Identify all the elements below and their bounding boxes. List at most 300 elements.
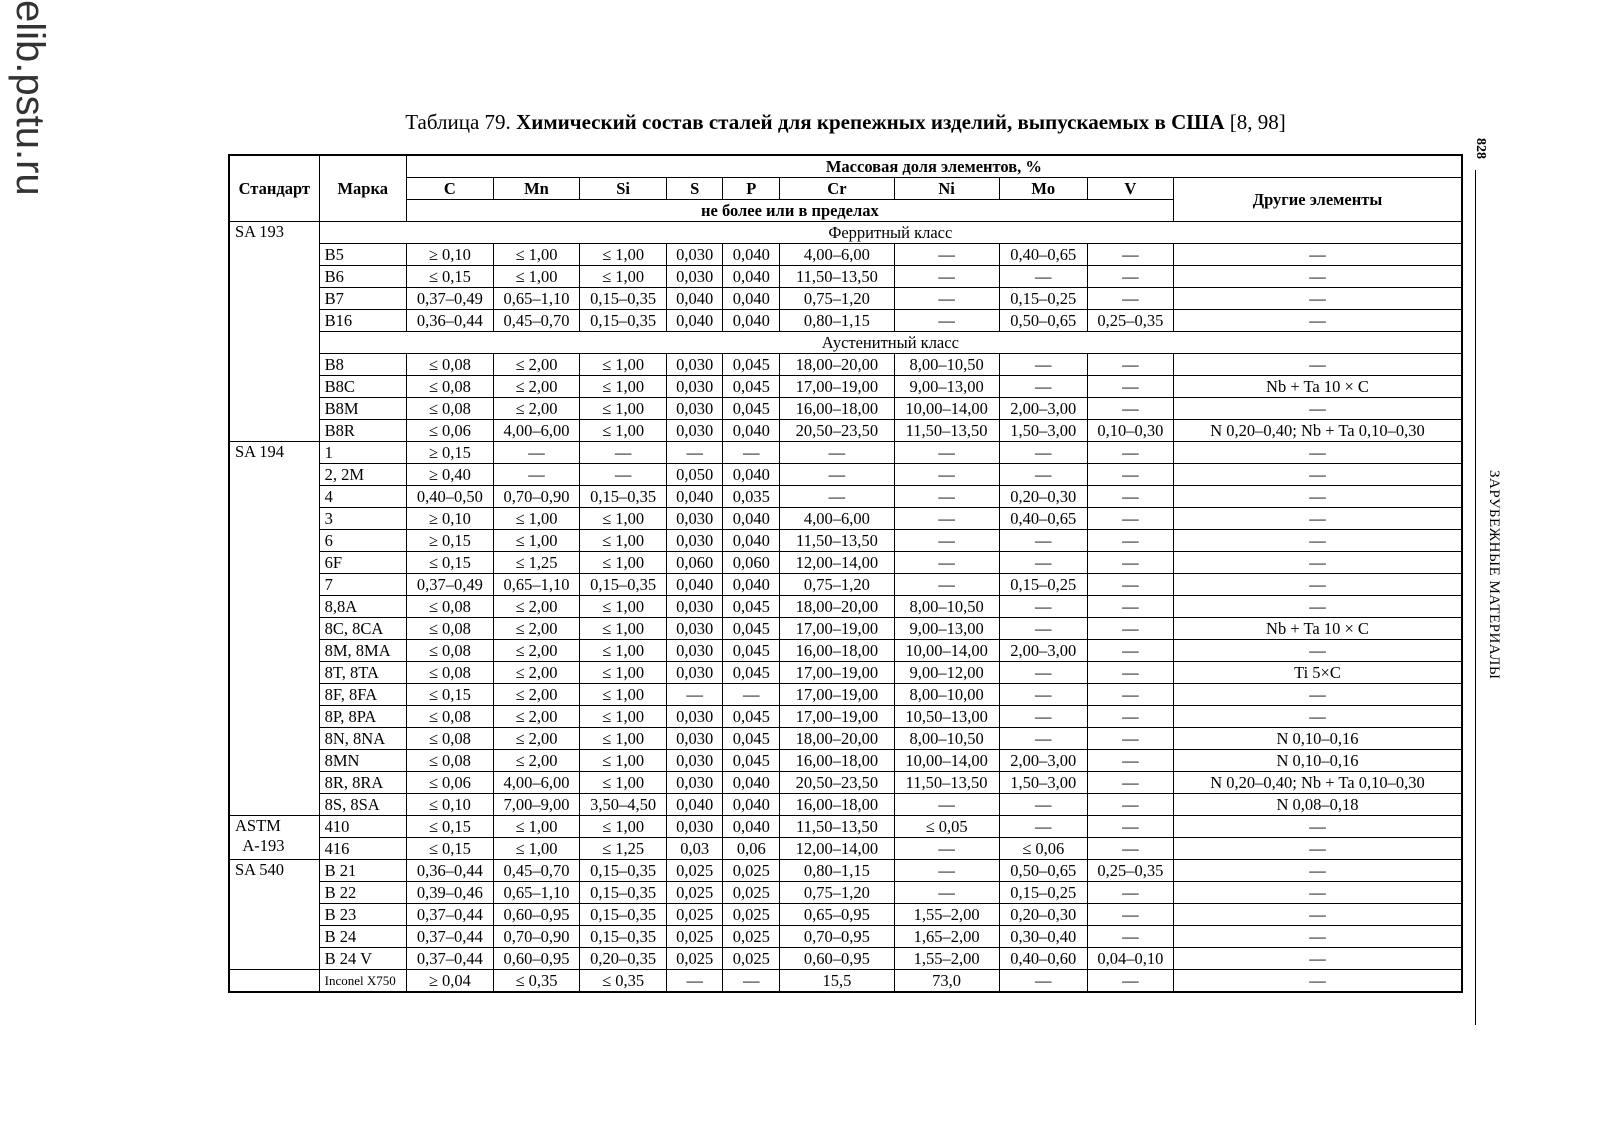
table-row — [229, 882, 1462, 904]
element-cell: 12,00–14,00 — [780, 552, 894, 574]
element-cell: — — [493, 442, 579, 464]
element-cell: — — [1087, 816, 1173, 838]
element-cell: 17,00–19,00 — [780, 684, 894, 706]
element-cell: 0,030 — [667, 376, 723, 398]
element-cell: 0,36–0,44 — [406, 860, 493, 882]
table-row — [229, 816, 1462, 838]
class-label: Ферритный класс — [319, 222, 1462, 244]
element-cell: 4,00–6,00 — [493, 772, 579, 794]
element-cell: ≤ 1,00 — [580, 772, 667, 794]
element-cell: ≤ 2,00 — [493, 618, 579, 640]
element-cell: 0,20–0,30 — [999, 904, 1087, 926]
element-cell: ≤ 1,00 — [493, 530, 579, 552]
grade-cell: 3 — [319, 508, 406, 530]
header-mass-fraction: Массовая доля элементов, % — [406, 155, 1462, 178]
element-cell: — — [1087, 398, 1173, 420]
other-elements-cell: N 0,20–0,40; Nb + Ta 0,10–0,30 — [1173, 772, 1462, 794]
element-cell: 0,15–0,35 — [580, 288, 667, 310]
element-cell: ≥ 0,15 — [406, 530, 493, 552]
element-cell: 15,5 — [780, 970, 894, 993]
other-elements-cell: — — [1173, 574, 1462, 596]
element-cell: 0,30–0,40 — [999, 926, 1087, 948]
element-cell: — — [1087, 926, 1173, 948]
element-cell: 0,80–1,15 — [780, 860, 894, 882]
element-cell: 0,025 — [723, 860, 780, 882]
element-cell: 16,00–18,00 — [780, 794, 894, 816]
other-elements-cell: — — [1173, 860, 1462, 882]
element-cell: — — [999, 442, 1087, 464]
element-cell: 0,040 — [723, 244, 780, 266]
element-cell: 1,65–2,00 — [894, 926, 999, 948]
element-cell: 0,050 — [667, 464, 723, 486]
header-other-elements: Другие элементы — [1173, 178, 1462, 222]
element-cell: — — [1087, 640, 1173, 662]
element-cell: 8,00–10,00 — [894, 684, 999, 706]
page-number-text: 828 — [1473, 138, 1488, 159]
other-elements-cell: — — [1173, 816, 1462, 838]
element-cell: 0,040 — [723, 772, 780, 794]
element-cell: ≤ 0,15 — [406, 552, 493, 574]
element-cell: 0,50–0,65 — [999, 860, 1087, 882]
element-cell: ≤ 1,00 — [493, 266, 579, 288]
element-cell: 0,25–0,35 — [1087, 310, 1173, 332]
element-cell: 0,025 — [723, 882, 780, 904]
element-cell: 4,00–6,00 — [780, 244, 894, 266]
table-row — [229, 486, 1462, 508]
element-cell: 0,03 — [667, 838, 723, 860]
other-elements-cell: — — [1173, 838, 1462, 860]
element-cell: ≤ 0,06 — [406, 772, 493, 794]
element-cell: 0,15–0,35 — [580, 926, 667, 948]
grade-cell: B 21 — [319, 860, 406, 882]
element-cell: 0,025 — [723, 904, 780, 926]
element-cell: 0,030 — [667, 728, 723, 750]
element-cell: ≤ 1,00 — [580, 662, 667, 684]
element-cell: ≤ 2,00 — [493, 596, 579, 618]
element-cell: 16,00–18,00 — [780, 398, 894, 420]
element-cell: — — [999, 376, 1087, 398]
element-cell: ≤ 0,06 — [406, 420, 493, 442]
element-cell: ≤ 2,00 — [493, 684, 579, 706]
element-cell: — — [667, 684, 723, 706]
element-cell: 0,15–0,35 — [580, 882, 667, 904]
element-cell: — — [894, 266, 999, 288]
element-cell: 0,70–0,90 — [493, 486, 579, 508]
other-elements-cell: — — [1173, 926, 1462, 948]
element-cell: 0,39–0,46 — [406, 882, 493, 904]
element-cell: 0,025 — [667, 926, 723, 948]
element-cell: — — [1087, 772, 1173, 794]
element-cell: 0,040 — [667, 310, 723, 332]
element-cell: 0,040 — [723, 530, 780, 552]
element-cell: 0,030 — [667, 508, 723, 530]
element-cell: ≤ 0,15 — [406, 816, 493, 838]
element-cell: 0,045 — [723, 728, 780, 750]
element-cell: 0,045 — [723, 662, 780, 684]
element-cell: ≤ 1,00 — [493, 244, 579, 266]
element-cell: ≤ 1,25 — [580, 838, 667, 860]
element-cell: ≤ 2,00 — [493, 398, 579, 420]
element-cell: 4,00–6,00 — [493, 420, 579, 442]
element-cell: ≤ 0,05 — [894, 816, 999, 838]
element-cell: 10,00–14,00 — [894, 640, 999, 662]
other-elements-cell: — — [1173, 970, 1462, 993]
class-label: Аустенитный класс — [319, 332, 1462, 354]
element-cell: 0,65–1,10 — [493, 288, 579, 310]
element-cell: 17,00–19,00 — [780, 662, 894, 684]
other-elements-cell: — — [1173, 948, 1462, 970]
other-elements-cell: — — [1173, 486, 1462, 508]
element-cell: 0,030 — [667, 596, 723, 618]
element-cell: 18,00–20,00 — [780, 596, 894, 618]
table-row — [229, 574, 1462, 596]
element-cell: 0,40–0,50 — [406, 486, 493, 508]
element-cell: 0,045 — [723, 640, 780, 662]
header-element: C — [406, 178, 493, 200]
table-row — [229, 288, 1462, 310]
element-cell: 0,040 — [723, 574, 780, 596]
table-row — [229, 310, 1462, 332]
element-cell: ≤ 1,00 — [580, 552, 667, 574]
element-cell: — — [894, 310, 999, 332]
standard-cell: SA 193 — [229, 222, 319, 442]
element-cell: 0,75–1,20 — [780, 288, 894, 310]
other-elements-cell: Ti 5×C — [1173, 662, 1462, 684]
element-cell: — — [999, 266, 1087, 288]
element-cell: — — [999, 794, 1087, 816]
element-cell: 0,15–0,35 — [580, 574, 667, 596]
table-header — [229, 155, 1462, 222]
element-cell: 2,00–3,00 — [999, 640, 1087, 662]
element-cell: — — [1087, 970, 1173, 993]
element-cell: ≤ 1,00 — [580, 244, 667, 266]
table-row — [229, 442, 1462, 464]
grade-cell: B8 — [319, 354, 406, 376]
grade-cell: 8T, 8TA — [319, 662, 406, 684]
element-cell: 0,045 — [723, 376, 780, 398]
element-cell: 1,55–2,00 — [894, 948, 999, 970]
element-cell: ≤ 0,08 — [406, 618, 493, 640]
element-cell: 0,040 — [667, 288, 723, 310]
element-cell: — — [1087, 486, 1173, 508]
element-cell: 0,045 — [723, 706, 780, 728]
element-cell: 10,00–14,00 — [894, 750, 999, 772]
element-cell: 0,030 — [667, 772, 723, 794]
element-cell: ≤ 2,00 — [493, 706, 579, 728]
grade-cell: B6 — [319, 266, 406, 288]
grade-cell: B16 — [319, 310, 406, 332]
standard-cell: SA 540 — [229, 860, 319, 970]
caption-title: Химический состав сталей для крепежных изделий, выпускаемых в США — [516, 110, 1225, 134]
element-cell: ≤ 0,08 — [406, 376, 493, 398]
element-cell: ≤ 1,00 — [580, 530, 667, 552]
other-elements-cell: — — [1173, 684, 1462, 706]
element-cell: 0,045 — [723, 398, 780, 420]
element-cell: — — [894, 794, 999, 816]
element-cell: 4,00–6,00 — [780, 508, 894, 530]
element-cell: 0,040 — [667, 574, 723, 596]
element-cell: ≤ 1,00 — [580, 508, 667, 530]
grade-cell: B8C — [319, 376, 406, 398]
grade-cell: 8F, 8FA — [319, 684, 406, 706]
element-cell: — — [894, 464, 999, 486]
element-cell: 0,035 — [723, 486, 780, 508]
element-cell: 0,65–1,10 — [493, 882, 579, 904]
element-cell: ≤ 0,06 — [999, 838, 1087, 860]
element-cell: — — [1087, 244, 1173, 266]
element-cell: 0,60–0,95 — [780, 948, 894, 970]
element-cell: 0,040 — [723, 816, 780, 838]
element-cell: ≤ 1,00 — [580, 266, 667, 288]
element-cell: ≤ 1,00 — [580, 420, 667, 442]
element-cell: — — [999, 684, 1087, 706]
element-cell: — — [1087, 574, 1173, 596]
element-cell: — — [999, 618, 1087, 640]
element-cell: 1,50–3,00 — [999, 772, 1087, 794]
table-row — [229, 596, 1462, 618]
element-cell: 18,00–20,00 — [780, 354, 894, 376]
header-element: Mn — [493, 178, 579, 200]
element-cell: 0,60–0,95 — [493, 904, 579, 926]
header-element: Ni — [894, 178, 999, 200]
other-elements-cell: — — [1173, 552, 1462, 574]
element-cell: — — [894, 244, 999, 266]
element-cell: — — [1087, 882, 1173, 904]
other-elements-cell: — — [1173, 530, 1462, 552]
table-row — [229, 640, 1462, 662]
element-cell: 0,030 — [667, 420, 723, 442]
element-cell: ≤ 1,25 — [493, 552, 579, 574]
element-cell: — — [894, 442, 999, 464]
other-elements-cell: — — [1173, 244, 1462, 266]
element-cell: — — [1087, 530, 1173, 552]
table-row — [229, 794, 1462, 816]
grade-cell: 4 — [319, 486, 406, 508]
element-cell: ≤ 1,00 — [580, 640, 667, 662]
element-cell: 0,030 — [667, 266, 723, 288]
element-cell: — — [493, 464, 579, 486]
other-elements-cell: — — [1173, 442, 1462, 464]
grade-cell: 6 — [319, 530, 406, 552]
element-cell: — — [1087, 618, 1173, 640]
element-cell: — — [723, 684, 780, 706]
element-cell: — — [580, 442, 667, 464]
grade-cell: 8R, 8RA — [319, 772, 406, 794]
element-cell: 0,70–0,95 — [780, 926, 894, 948]
element-cell: ≤ 1,00 — [493, 508, 579, 530]
element-cell: ≤ 2,00 — [493, 354, 579, 376]
other-elements-cell: N 0,10–0,16 — [1173, 750, 1462, 772]
other-elements-cell: — — [1173, 596, 1462, 618]
element-cell: 8,00–10,50 — [894, 354, 999, 376]
table-row — [229, 860, 1462, 882]
running-title-text: ЗАРУБЕЖНЫЕ МАТЕРИАЛЫ — [1486, 470, 1502, 680]
header-element: Cr — [780, 178, 894, 200]
element-cell: 9,00–13,00 — [894, 618, 999, 640]
table-row — [229, 618, 1462, 640]
element-cell: 0,15–0,25 — [999, 574, 1087, 596]
header-grade: Марка — [319, 155, 406, 222]
element-cell: — — [1087, 662, 1173, 684]
element-cell: 0,040 — [667, 486, 723, 508]
element-cell: — — [894, 860, 999, 882]
element-cell: 0,80–1,15 — [780, 310, 894, 332]
element-cell: 0,060 — [723, 552, 780, 574]
table-row — [229, 662, 1462, 684]
caption-prefix: Таблица 79. — [405, 110, 517, 134]
element-cell: — — [999, 596, 1087, 618]
element-cell: — — [999, 354, 1087, 376]
element-cell: 0,37–0,44 — [406, 904, 493, 926]
class-row — [229, 222, 1462, 244]
element-cell: 0,40–0,65 — [999, 508, 1087, 530]
grade-cell: B 24 — [319, 926, 406, 948]
element-cell: 11,50–13,50 — [780, 530, 894, 552]
table-row — [229, 904, 1462, 926]
element-cell: ≥ 0,10 — [406, 244, 493, 266]
grade-cell: 8P, 8PA — [319, 706, 406, 728]
header-element: Mo — [999, 178, 1087, 200]
other-elements-cell: N 0,08–0,18 — [1173, 794, 1462, 816]
element-cell: 0,15–0,35 — [580, 904, 667, 926]
element-cell: ≤ 1,00 — [580, 706, 667, 728]
other-elements-cell: N 0,20–0,40; Nb + Ta 0,10–0,30 — [1173, 420, 1462, 442]
element-cell: ≤ 1,00 — [580, 618, 667, 640]
element-cell: — — [1087, 442, 1173, 464]
element-cell: 0,37–0,49 — [406, 574, 493, 596]
header-element: V — [1087, 178, 1173, 200]
class-row — [229, 332, 1462, 354]
other-elements-cell: — — [1173, 288, 1462, 310]
element-cell: ≤ 0,08 — [406, 662, 493, 684]
table-row — [229, 948, 1462, 970]
element-cell: — — [999, 530, 1087, 552]
element-cell: 17,00–19,00 — [780, 376, 894, 398]
element-cell: ≤ 0,08 — [406, 596, 493, 618]
element-cell: ≤ 1,00 — [580, 816, 667, 838]
table-row — [229, 750, 1462, 772]
element-cell: — — [1087, 596, 1173, 618]
table-row — [229, 926, 1462, 948]
element-cell: — — [894, 574, 999, 596]
element-cell: 12,00–14,00 — [780, 838, 894, 860]
other-elements-cell: N 0,10–0,16 — [1173, 728, 1462, 750]
element-cell: ≤ 0,35 — [493, 970, 579, 993]
element-cell: 0,025 — [667, 882, 723, 904]
element-cell: ≤ 0,08 — [406, 354, 493, 376]
element-cell: ≤ 0,08 — [406, 640, 493, 662]
element-cell: ≤ 1,00 — [580, 684, 667, 706]
element-cell: 2,00–3,00 — [999, 398, 1087, 420]
element-cell: — — [894, 838, 999, 860]
table-row — [229, 398, 1462, 420]
element-cell: — — [1087, 464, 1173, 486]
element-cell: 0,030 — [667, 640, 723, 662]
element-cell: — — [780, 486, 894, 508]
element-cell: 17,00–19,00 — [780, 618, 894, 640]
element-cell: 7,00–9,00 — [493, 794, 579, 816]
grade-cell: B 24 V — [319, 948, 406, 970]
composition-table — [228, 154, 1463, 993]
element-cell: — — [894, 882, 999, 904]
element-cell: 0,030 — [667, 530, 723, 552]
element-cell: 20,50–23,50 — [780, 772, 894, 794]
element-cell: — — [1087, 750, 1173, 772]
element-cell: ≥ 0,04 — [406, 970, 493, 993]
grade-cell: 2, 2M — [319, 464, 406, 486]
element-cell: 0,030 — [667, 816, 723, 838]
element-cell: — — [1087, 552, 1173, 574]
element-cell: — — [999, 706, 1087, 728]
table-row — [229, 508, 1462, 530]
table-row — [229, 354, 1462, 376]
table-row — [229, 244, 1462, 266]
element-cell: — — [999, 662, 1087, 684]
element-cell: 0,37–0,44 — [406, 926, 493, 948]
table-row — [229, 376, 1462, 398]
element-cell: ≥ 0,10 — [406, 508, 493, 530]
element-cell: 0,40–0,65 — [999, 244, 1087, 266]
element-cell: — — [723, 442, 780, 464]
element-cell: ≤ 1,00 — [580, 354, 667, 376]
standard-cell: SA 194 — [229, 442, 319, 816]
element-cell: — — [667, 442, 723, 464]
table-caption — [228, 110, 1463, 135]
element-cell: — — [999, 970, 1087, 993]
element-cell: 0,45–0,70 — [493, 310, 579, 332]
element-cell: ≤ 2,00 — [493, 728, 579, 750]
element-cell: — — [1087, 354, 1173, 376]
element-cell: — — [1087, 904, 1173, 926]
grade-cell: B 22 — [319, 882, 406, 904]
side-rule — [1475, 170, 1476, 1025]
element-cell: ≤ 1,00 — [493, 838, 579, 860]
element-cell: — — [1087, 838, 1173, 860]
table-row — [229, 728, 1462, 750]
element-cell: 11,50–13,50 — [894, 772, 999, 794]
element-cell: 11,50–13,50 — [780, 816, 894, 838]
element-cell: — — [894, 508, 999, 530]
element-cell: ≥ 0,40 — [406, 464, 493, 486]
table-row — [229, 772, 1462, 794]
element-cell: 0,65–0,95 — [780, 904, 894, 926]
element-cell: ≤ 0,35 — [580, 970, 667, 993]
element-cell: — — [1087, 508, 1173, 530]
element-cell: 0,15–0,25 — [999, 288, 1087, 310]
element-cell: 10,00–14,00 — [894, 398, 999, 420]
element-cell: 0,025 — [723, 948, 780, 970]
element-cell: 8,00–10,50 — [894, 728, 999, 750]
other-elements-cell: — — [1173, 640, 1462, 662]
grade-cell: 8MN — [319, 750, 406, 772]
element-cell: 0,025 — [667, 948, 723, 970]
table-body — [229, 222, 1462, 993]
element-cell: — — [780, 442, 894, 464]
element-cell: 73,0 — [894, 970, 999, 993]
other-elements-cell: — — [1173, 464, 1462, 486]
grade-cell: B8M — [319, 398, 406, 420]
element-cell: 9,00–13,00 — [894, 376, 999, 398]
grade-cell: 416 — [319, 838, 406, 860]
header-element: P — [723, 178, 780, 200]
grade-cell: 7 — [319, 574, 406, 596]
element-cell: ≤ 1,00 — [580, 728, 667, 750]
element-cell: — — [999, 552, 1087, 574]
other-elements-cell: — — [1173, 882, 1462, 904]
grade-cell: 8S, 8SA — [319, 794, 406, 816]
element-cell: 3,50–4,50 — [580, 794, 667, 816]
other-elements-cell: — — [1173, 266, 1462, 288]
